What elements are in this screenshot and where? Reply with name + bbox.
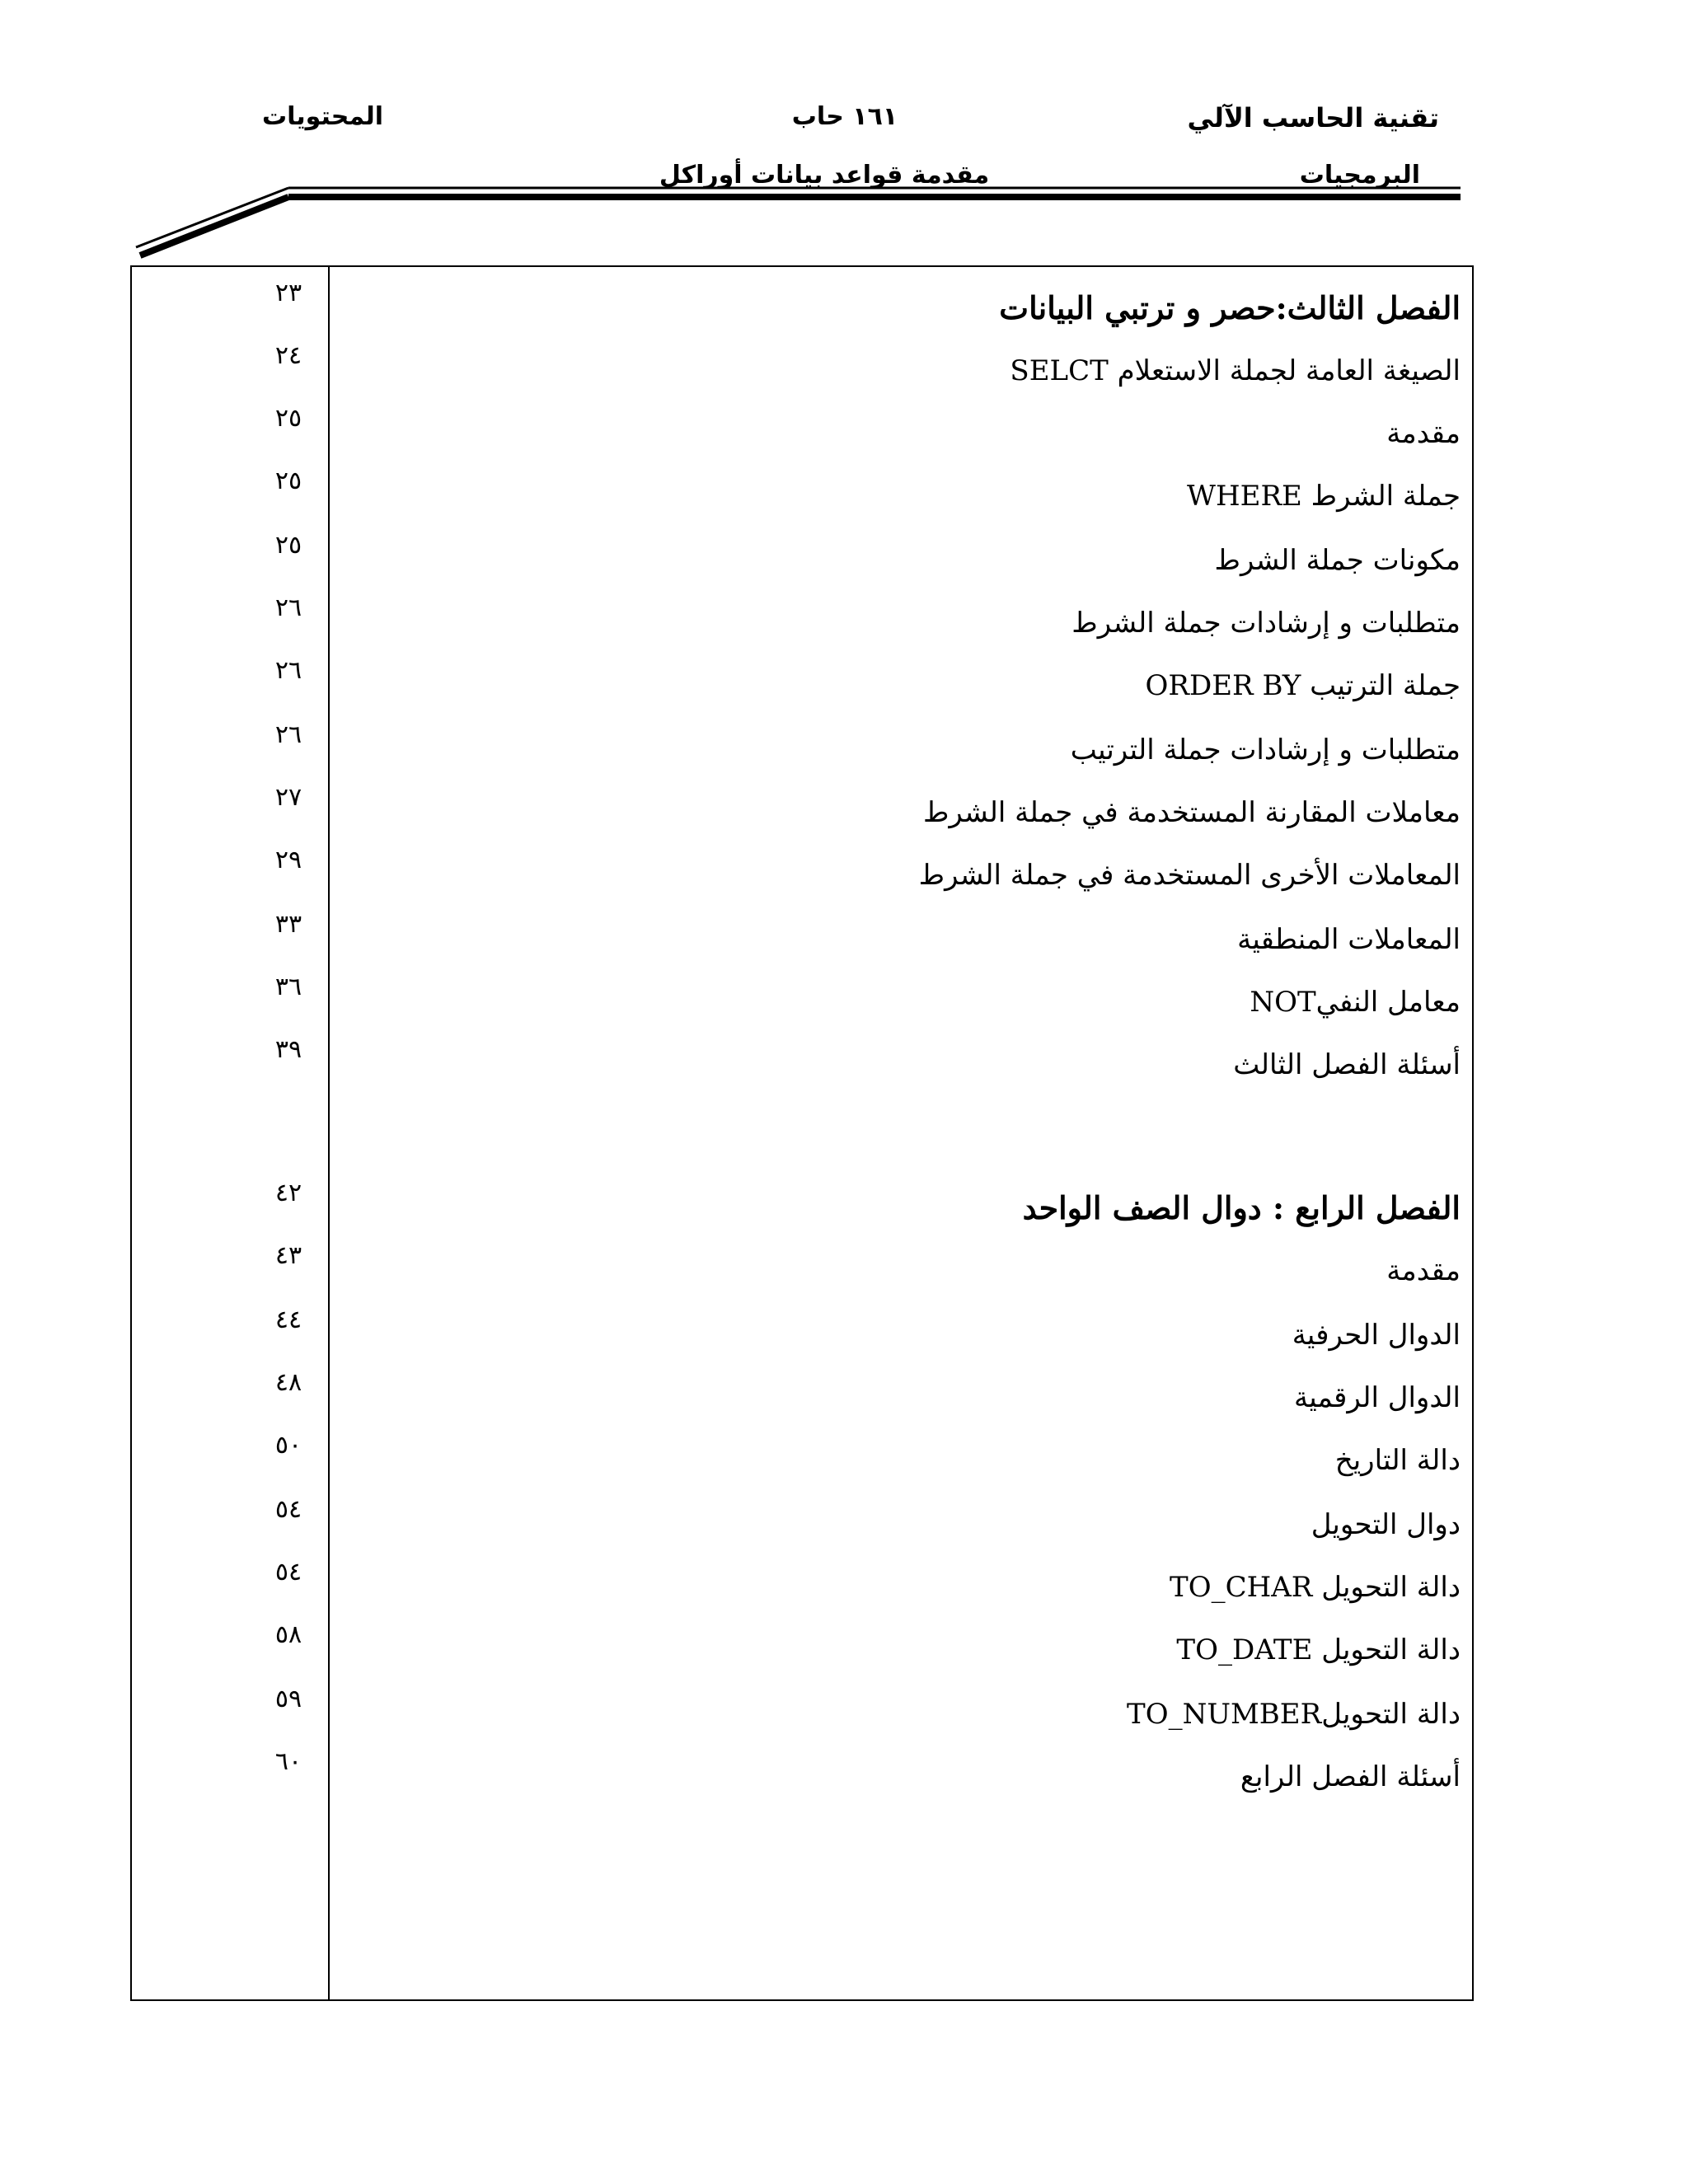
toc-entry xyxy=(132,404,1472,458)
toc-entry-title: معاملات المقارنة المستخدمة في جملة الشرط xyxy=(922,796,1461,829)
toc-entry-page: ٥٠ xyxy=(274,1431,302,1460)
toc-entry-title: دالة التحويل TO_CHAR xyxy=(1170,1571,1461,1604)
toc-entry-title: دالة التحويل TO_DATE xyxy=(1176,1633,1461,1666)
toc-entry-page: ٣٣ xyxy=(274,910,302,939)
toc-entry-page: ٢٦ xyxy=(274,593,302,622)
toc-entry-title: مقدمة xyxy=(1386,1254,1461,1287)
toc-entry-title: متطلبات و إرشادات جملة الترتيب xyxy=(1070,733,1461,766)
toc-table xyxy=(130,265,1474,2001)
header-rule xyxy=(0,0,1688,272)
toc-entry xyxy=(132,593,1472,648)
toc-entry-page: ٢٩ xyxy=(274,846,302,874)
header-subject: تقنية الحاسب الآلي xyxy=(1187,102,1439,134)
toc-entry-title: الدوال الرقمية xyxy=(1294,1381,1461,1414)
toc-entry xyxy=(132,1685,1472,1739)
toc-entry-title: أسئلة الفصل الرابع xyxy=(1240,1760,1461,1793)
toc-entry-page: ٣٩ xyxy=(274,1035,302,1064)
toc-entry-title: دوال التحويل xyxy=(1311,1508,1461,1541)
header-course-code: ١٦١ حاب xyxy=(791,102,898,131)
toc-entry-title: الفصل الثالث:حصر و ترتبي البيانات xyxy=(999,289,1461,326)
toc-entry-page: ٣٦ xyxy=(274,972,302,1001)
toc-entry-title: مكونات جملة الشرط xyxy=(1214,544,1461,577)
toc-entry-title: دالة التحويلTO_NUMBER xyxy=(1127,1698,1461,1731)
toc-entry-page: ٢٥ xyxy=(274,531,302,560)
toc-entry-title: الصيغة العامة لجملة الاستعلام SELCT xyxy=(1010,354,1461,387)
toc-entry-page: ٥٤ xyxy=(274,1495,302,1524)
toc-entry-title: المعاملات الأخرى المستخدمة في جملة الشرط xyxy=(918,859,1461,892)
toc-chapter-heading xyxy=(132,1179,1472,1233)
toc-entry xyxy=(132,720,1472,775)
toc-entry xyxy=(132,1747,1472,1802)
toc-entry xyxy=(132,466,1472,521)
toc-entry xyxy=(132,1431,1472,1485)
toc-entry xyxy=(132,1035,1472,1090)
toc-entry xyxy=(132,656,1472,710)
toc-entry xyxy=(132,1558,1472,1612)
toc-entry-page: ٤٢ xyxy=(274,1179,302,1207)
toc-entry-page: ٢٦ xyxy=(274,656,302,685)
toc-entry-title: معامل النفيNOT xyxy=(1250,986,1461,1019)
header-department: البرمجيات xyxy=(1299,161,1420,190)
toc-entry-title: الدوال الحرفية xyxy=(1292,1319,1461,1352)
toc-entry-page: ٤٤ xyxy=(274,1305,302,1334)
toc-entry xyxy=(132,1368,1472,1422)
page-column-divider xyxy=(328,267,330,1999)
header-section: المحتويات xyxy=(262,102,384,131)
toc-entry-title: متطلبات و إرشادات جملة الشرط xyxy=(1071,607,1461,640)
header-course-title: مقدمة قواعد بيانات أوراكل xyxy=(659,161,990,190)
toc-entry-page: ٢٤ xyxy=(274,341,302,370)
toc-entry-title: مقدمة xyxy=(1386,417,1461,450)
toc-entry-title: أسئلة الفصل الثالث xyxy=(1233,1048,1461,1081)
toc-entry-page: ٢٥ xyxy=(274,404,302,433)
toc-entry xyxy=(132,783,1472,837)
toc-entry-page: ٥٩ xyxy=(274,1685,302,1713)
toc-entry-page: ٦٠ xyxy=(274,1747,302,1776)
toc-entry-page: ٤٨ xyxy=(274,1368,302,1397)
toc-entry-title: جملة الترتيب ORDER BY xyxy=(1145,669,1461,702)
toc-entry xyxy=(132,972,1472,1027)
toc-entry-page: ٤٣ xyxy=(274,1241,302,1270)
toc-entry-page: ٥٤ xyxy=(274,1558,302,1586)
toc-entry-title: الفصل الرابع : دوال الصف الواحد xyxy=(1022,1189,1461,1226)
toc-entry xyxy=(132,1241,1472,1296)
toc-entry xyxy=(132,531,1472,585)
toc-entry-page: ٢٦ xyxy=(274,720,302,749)
toc-entry-title: دالة التاريخ xyxy=(1334,1444,1461,1477)
toc-entry-page: ٢٥ xyxy=(274,466,302,495)
toc-entry xyxy=(132,341,1472,396)
toc-chapter-heading xyxy=(132,279,1472,333)
toc-entry xyxy=(132,910,1472,964)
toc-entry-title: جملة الشرط WHERE xyxy=(1187,480,1461,513)
toc-entry-page: ٥٨ xyxy=(274,1620,302,1649)
toc-entry-title: المعاملات المنطقية xyxy=(1237,923,1461,956)
toc-entry-page: ٢٣ xyxy=(274,279,302,307)
toc-entry-page: ٢٧ xyxy=(274,783,302,812)
toc-entry xyxy=(132,1305,1472,1360)
toc-entry xyxy=(132,1620,1472,1675)
toc-entry xyxy=(132,1495,1472,1549)
toc-entry xyxy=(132,846,1472,900)
